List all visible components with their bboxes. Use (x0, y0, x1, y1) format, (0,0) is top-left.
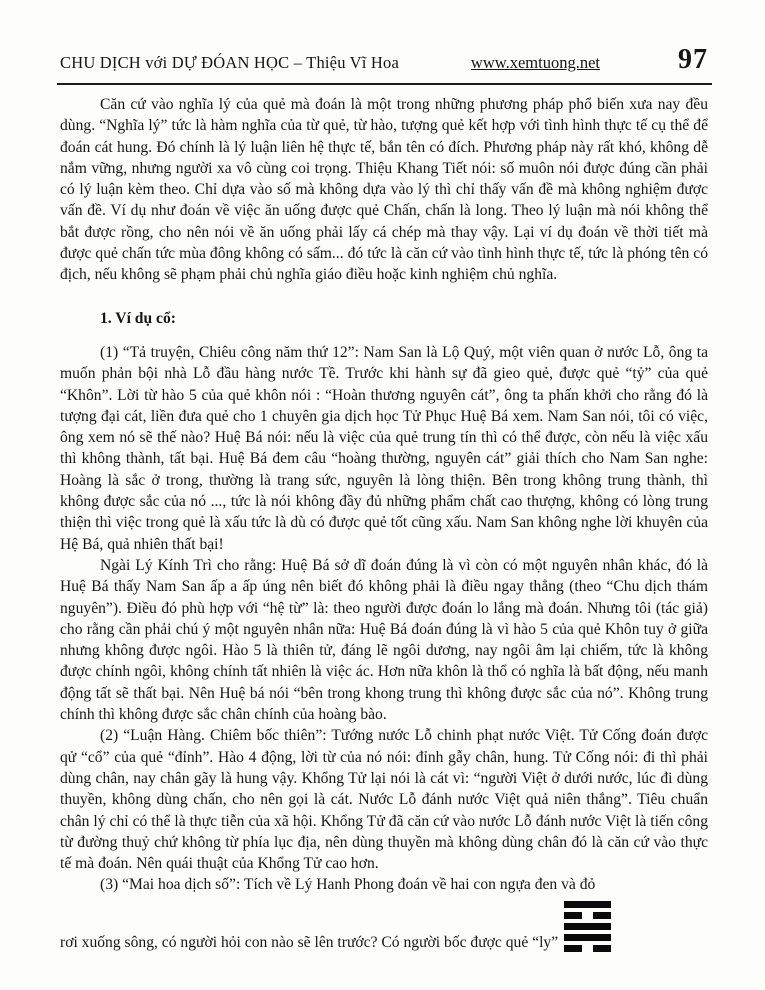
final-line (60, 901, 708, 954)
website-text: www.xemtuong.net (470, 53, 600, 72)
final-line-text: rơi xuống sông, có người hỏi con nào sẽ lên trước? Có người bốc được quẻ “ly” (60, 934, 559, 952)
header-divider (57, 83, 712, 85)
hexagram-ly-figure (564, 901, 611, 952)
page-number: 97 (678, 44, 708, 75)
paragraph-analysis: Ngài Lý Kính Trì cho rằng: Huệ Bá sở dĩ đoán đúng là vì còn có một nguyên nhân khác, đó là Huệ Bá thấy Nam San ấp a ấp úng nên biết đó không phải là điều ngay thẳng (theo “Chu dịch thám nguyên”). Điều đó phù hợp với “hệ từ” là: theo người được đoán lo lắng mà đoán. Nhưng tôi (tác giả) cho rằng cần phải chú ý một nguyên nhân nữa: Huệ Bá đoán đúng là vì hào 5 của quẻ Khôn tuy ở giữa nhưng không được ngôi. Hào 5 là thiên tử, đáng lẽ ngôi dương, nay ngôi âm lại chiếm, tức là không được chính ngôi, không chính tất nhiên là việc ác. Hơn nữa khôn là thổ có nghĩa là bất động, nếu manh động tất sẽ thất bại. Nên Huệ bá nói “bên trong khong trung thì không được sắc của nó”. Không trung chính thì không được sắc chân chính của hoàng bào. (60, 556, 708, 724)
book-title: CHU DỊCH với DỰ ĐÓAN HỌC – Thiệu Vĩ Hoa (60, 53, 400, 72)
page-body (60, 94, 708, 954)
paragraph-example-2: (2) “Luận Hàng. Chiêm bốc thiên”: Tướng nước Lỗ chinh phạt nước Việt. Tử Cống đoán được qử “cổ” của quẻ “đỉnh”. Hào 4 động, lời từ của nó nói: đỉnh gẫy chân, hung. Tử Cống nói: đi thì phải dùng chân, nay chân gãy là hung vậy. Khổng Tử lại nói là cát vì: “người Việt ở dưới nước, lúc đi dùng thuyền, không dùng chấn, cho nên gọi là cát. Nước Lỗ đánh nước Việt quả niên thắng”. Tiêu chuẩn chân lý chỉ có thể là thực tiễn của xã hội. Khổng Tử đã căn cứ vào nước Lỗ đánh nước Việt là tiến công từ đường thuỷ chứ không từ phía lục địa, nên dùng thuyền mà không dùng chân đó là căn cứ vào thực tế mà đoán. Nên quái thuật của Khổng Tử cao hơn. (60, 727, 708, 873)
section-heading: 1. Ví dụ cổ: (100, 309, 176, 327)
page-header (60, 44, 708, 76)
paragraph-intro: Căn cứ vào nghĩa lý của quẻ mà đoán là một trong những phương pháp phổ biến xưa nay đều dùng. “Nghĩa lý” tức là hàm nghĩa của từ quẻ, từ hào, tượng quẻ kết hợp với tình hình thực tế cụ thể để đoán cát hung. Đó chính là lý luận liên hệ thực tế, bắn tên có đích. Phương pháp này rất khó, không dễ nắm vững, nhưng người xa vô cùng coi trọng. Thiệu Khang Tiết nói: số muôn nói được đúng cần phải có lý luận kèm theo. Chỉ dựa vào số mà không dựa vào lý thì chỉ thấy vấn đề mà không nghiệm được vấn đề. Ví dụ như đoán về việc ăn uống được quẻ Chấn, chấn là long. Theo lý luận mà nói không thể bắt được rồng, cho nên nói về ăn uống phải lấy cá chép mà thay vậy. Lại ví dụ đoán về thời tiết mà được quẻ chấn tức mùa đông không có sấm... đó tức là căn cứ vào tình hình thực tế, tức là phóng tên có địch, nếu không sẽ phạm phải chủ nghĩa giáo điều hoặc kinh nghiệm chủ nghĩa. (60, 96, 708, 284)
paragraph-example-3: (3) “Mai hoa dịch số”: Tích về Lý Hanh Phong đoán về hai con ngựa đen và đỏ (100, 876, 596, 894)
paragraph-example-1: (1) “Tả truyện, Chiêu công năm thứ 12”: Nam San là Lộ Quý, một viên quan ở nước Lỗ, ông ta muốn phản bội nhà Lỗ đầu hàng nước Tề. Trước khi hành sự đã gieo quẻ, được quẻ “tỷ” của quẻ “Khôn”. Lời từ hào 5 của quẻ khôn nói : “Hoàn thương nguyên cát”, ông ta phấn khởi cho rằng đó là tượng đại cát, liền đưa quẻ cho 1 chuyên gia dịch học Tử Phục Huệ Bá xem. Nam San nói, tôi có việc, ông xem nó sẽ thế nào? Huệ Bá nói: nếu là việc của quẻ trung tín thì có thể được, còn nếu là việc xấu thì không thành, tất bại. Huệ Bá đem câu “hoàng thường, nguyên cát” giải thích cho Nam San nghe: Hoàng là sắc ở trong, thường là trang sức, nguyên là lòng thiện. Bên trong không trung thành, thì không được sắc của nó ..., tức là nói không đầy đủ những phẩm chất cao thượng, không có lòng trung thiện thì việc trong quẻ là xấu tức là dù có được quẻ tốt cũng xấu. Nam San không nghe lời khuyên của Hệ Bá, quả nhiên thất bại! (60, 343, 708, 553)
